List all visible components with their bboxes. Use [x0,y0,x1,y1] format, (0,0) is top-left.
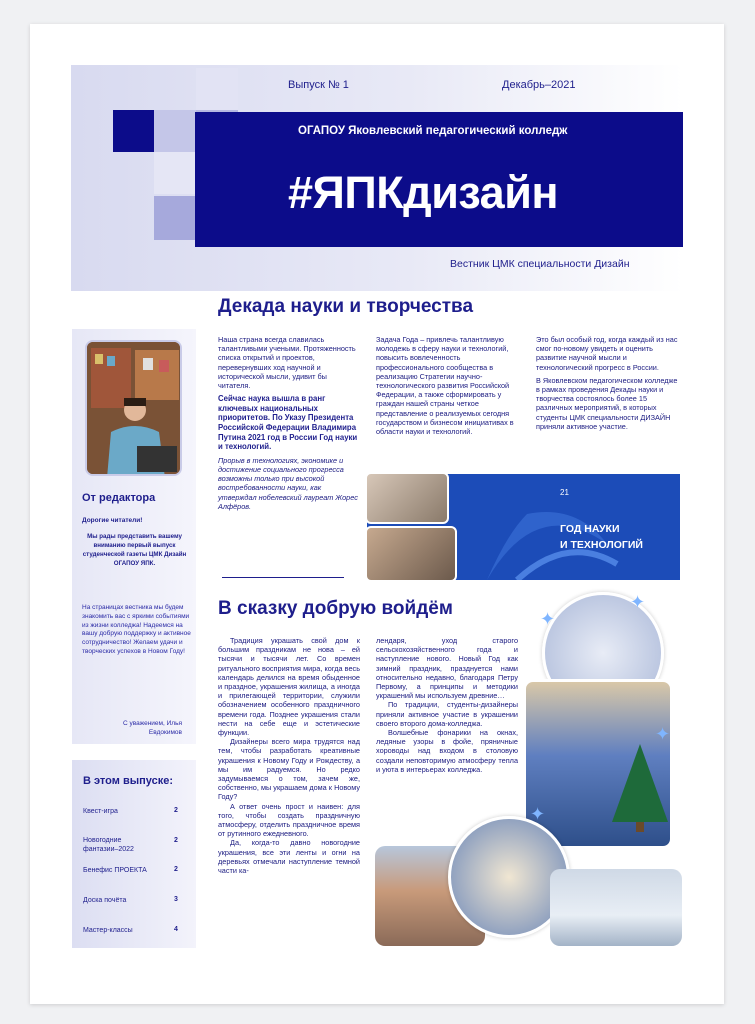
editor-greeting: Дорогие читатели! [82,517,143,524]
quote-paragraph: Прорыв в технологиях, экономике и достижение социального прогресса возможны только при высокой востребованности науки, как утверждал нобелевский лауреат Жорес Алфёров. [218,455,358,511]
snowflake-icon: ✦ [530,804,546,824]
article-column [218,335,360,515]
article-column [376,335,522,440]
decor-square [196,68,238,110]
decor-square [154,110,196,152]
banner-text [560,521,643,553]
event-photo [365,526,457,582]
paragraph: Традиция украшать свой дом к большим праздникам не нова – ей тысячи и тысячи лет. Со времен ритуального восприятия мира, когда весь календарь делился на время обыденное и праздное, украшения жилища, а иногда и прилегающей территории, служили обозначением особенного праздничного времени года. Позднее украшения стали нести на себе еще и эстетические функции. [218,636,360,738]
paragraph: В Яковлевском педагогическом колледже в рамках проведения Декады науки и творчества состоялось более 15 различных мероприятий, в которых студенты ЦМК специальности ДИЗАЙН приняли активное участие. [536,375,678,431]
toc-item[interactable]: Мастер-классы [83,927,133,934]
editor-heading: От редактора [82,492,156,504]
newsletter-subtitle: Вестник ЦМК специальности Дизайн [450,258,630,270]
toc-page-number: 2 [174,807,178,814]
article-title: Декада науки и творчества [218,296,474,317]
snowman-photo [550,869,682,946]
paragraph: Да, когда-то давно новогодние украшения, все эти ленты и огни на деревьях отмечали наступление темной части ка- [218,838,360,876]
article-title: В сказку добрую войдём [218,598,453,619]
snowflake-icon: ✦ [655,724,671,744]
paragraph: По традиции, студенты-дизайнеры приняли активное участие в украшении своего второго дома-колледжа. [376,700,518,728]
article-column [218,636,360,875]
decor-square [113,110,155,152]
toc-page-number: 2 [174,866,178,873]
toc-page-number: 2 [174,837,178,844]
banner-line: И ТЕХНОЛОГИЙ [560,539,643,551]
paragraph: Задача Года – привлечь талантливую молодежь в сферу науки и технологий, повысить вовлеченность профессионального сообщества в реализацию Стратегии научно-технологического развития Российской Федерации, а также сформировать у граждан нашей страны четкое представление о реализуемых сегодня государством и бизнесом инициативах в области науки и технологий. [376,335,514,437]
editor-message: На страницах вестника мы будем знакомить вас с яркими событиями из жизни колледжа! Надеемся на вашу добрую поддержку и активное сотрудничество! Желаем удачи и творческих успехов в Новом Году! [82,604,191,655]
article-column [536,335,682,435]
paragraph: Это был особый год, когда каждый из нас смог по-новому увидеть и оценить развитие научной мысли и технологический прогресс в России. [536,335,678,372]
newsletter-title: #ЯПКдизайн [288,167,559,218]
paragraph: Дизайнеры всего мира трудятся над тем, чтобы разработать креативные украшения к Новому Году и Рождеству, а мы им радуемся. Но редко задумываемся о том, зачем же, собственно, мы украшаем дома к Новому Году? [218,737,360,802]
banner-line: ГОД НАУКИ [560,523,620,535]
newsletter-page [30,24,724,1004]
decor-square [154,196,196,240]
toc-heading: В этом выпуске: [83,775,173,787]
table-of-contents [72,760,196,948]
issue-date: Декабрь–2021 [502,79,576,91]
paragraph: лендаря, уход старого сельскохозяйственного года и наступление нового. Новый Год как зимний праздник, празднуется нами относительно недавно, благодаря Петру Первому, а принципы и методики украшений мы используем древние… [376,636,518,701]
snowflake-icon: ✦ [540,609,556,629]
highlight-paragraph: Сейчас наука вышла в ранг ключевых национальных приоритетов. По Указу Президента Российской Федерации Владимира Путина 2021 год в России Год науки и технологий. [218,394,358,452]
issue-number: Выпуск № 1 [288,79,349,91]
section-divider [222,577,344,578]
editor-intro: Мы рады представить вашему вниманию первый выпуск студенческой газеты ЦМК Дизайн ОГАПОУ ЯПК. [82,533,187,567]
christmas-tree-icon [610,744,670,834]
toc-item[interactable]: Доска почёта [83,897,127,904]
toc-page-number: 3 [174,896,178,903]
decor-square [154,152,196,194]
toc-item[interactable]: Бенефис ПРОЕКТА [83,867,147,874]
toc-page-number: 4 [174,926,178,933]
paragraph: А ответ очень прост и наивен: для того, чтобы создать праздничную атмосферу, отделить праздничное время от рутинного ежедневного. [218,801,360,839]
paragraph: Наша страна всегда славилась талантливыми учеными. Протяженность списка открытий и проектов, перевернувших ход научной и исторической мысли, удивит бы читателя. [218,335,356,391]
paragraph: Волшебные фонарики на окнах, ледяные узоры в фойе, пряничные хороводы над входом в столовую создали неповторимую атмосферу тепла и уюта в интерьерах колледжа. [376,728,518,774]
article-column [376,636,518,774]
college-name: ОГАПОУ Яковлевский педагогический колледж [298,125,568,137]
editor-photo [85,340,182,476]
event-photo [365,472,449,524]
banner-logos: 21 [560,488,569,497]
snowflake-icon: ✦ [630,592,646,612]
editor-signature: С уважением, Илья Евдокимов [123,720,182,736]
toc-item[interactable]: Новогодние фантазии–2022 [83,837,134,853]
toc-item[interactable]: Квест-игра [83,808,118,815]
